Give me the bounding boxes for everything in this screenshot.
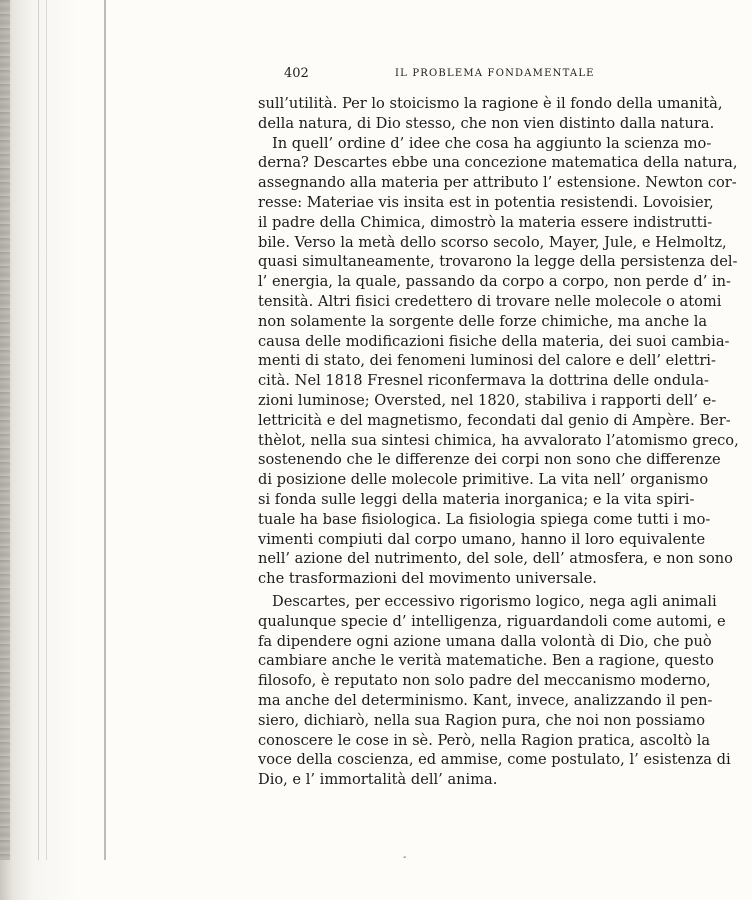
- text-line: quasi simultaneamente, trovarono la legge della persistenza del-: [258, 253, 738, 271]
- text-line: In quell’ ordine d’ idee che cosa ha aggiunto la scienza mo-: [272, 134, 712, 152]
- text-line: lettricità e del magnetismo, fecondati dal genio di Ampère. Ber-: [258, 411, 731, 429]
- text-line: della natura, di Dio stesso, che non vien distinto dalla natura.: [258, 114, 715, 132]
- text-line: nell’ azione del nutrimento, del sole, dell’ atmosfera, e non sono: [258, 550, 733, 568]
- text-line: l’ energia, la quale, passando da corpo a corpo, non perde d’ in-: [258, 273, 731, 291]
- text-line: assegnando alla materia per attributo l’ estensione. Newton cor-: [258, 174, 737, 192]
- book-page: [258, 62, 739, 790]
- text-line: di posizione delle molecole primitive. La vita nell’ organismo: [258, 471, 709, 489]
- text-line: voce della coscienza, ed ammise, come postulato, l’ esistenza di: [258, 751, 731, 769]
- text-line: zioni luminose; Oversted, nel 1820, stabiliva i rapporti dell’ e-: [258, 391, 717, 409]
- text-line: conoscere le cose in sè. Però, nella Ragion pratica, ascoltò la: [258, 731, 711, 749]
- text-line: ma anche del determinismo. Kant, invece, analizzando il pen-: [258, 691, 713, 709]
- text-line: tuale ha base fisiologica. La fisiologia spiega come tutti i mo-: [258, 510, 711, 528]
- gutter-line: [46, 0, 47, 860]
- binding-gutter: [0, 0, 130, 900]
- text-line: il padre della Chimica, dimostrò la materia essere indistrutti-: [258, 213, 713, 231]
- text-line: filosofo, è reputato non solo padre del meccanismo moderno,: [258, 672, 711, 690]
- text-line: siero, dichiarò, nella sua Ragion pura, che noi non possiamo: [258, 711, 705, 729]
- text-line: non solamente la sorgente delle forze chimiche, ma anche la: [258, 312, 708, 330]
- page-number: 402: [284, 66, 309, 81]
- text-line: Descartes, per eccessivo rigorismo logico, nega agli animali: [272, 592, 717, 610]
- footer-mark: -: [403, 852, 407, 863]
- text-line: thèlot, nella sua sintesi chimica, ha avvalorato l’atomismo greco,: [258, 431, 739, 449]
- gutter-line: [38, 0, 39, 860]
- text-line: resse: Materiae vis insita est in potentia resistendi. Lovoisier,: [258, 193, 714, 211]
- body-text: [258, 94, 739, 790]
- text-line: fa dipendere ogni azione umana dalla volontà di Dio, che può: [258, 632, 712, 650]
- text-line: derna? Descartes ebbe una concezione matematica della natura,: [258, 154, 738, 172]
- text-line: causa delle modificazioni fisiche della materia, dei suoi cambia-: [258, 332, 730, 350]
- page-header: [258, 62, 688, 84]
- text-line: bile. Verso la metà dello scorso secolo, Mayer, Jule, e Helmoltz,: [258, 233, 727, 251]
- text-line: menti di stato, dei fenomeni luminosi del calore e dell’ elettri-: [258, 352, 716, 370]
- text-line: che trasformazioni del movimento universale.: [258, 570, 597, 588]
- text-line: sostenendo che le differenze dei corpi non sono che differenze: [258, 451, 721, 469]
- page-edge-shadow: [0, 0, 10, 860]
- text-line: cità. Nel 1818 Fresnel riconfermava la dottrina delle ondula-: [258, 372, 709, 390]
- running-title: IL PROBLEMA FONDAMENTALE: [395, 68, 595, 79]
- text-line: tensità. Altri fisici credettero di trovare nelle molecole o atomi: [258, 292, 722, 310]
- text-line: qualunque specie d’ intelligenza, riguardandoli come automi, e: [258, 612, 726, 630]
- text-line: vimenti compiuti dal corpo umano, hanno il loro equivalente: [258, 530, 706, 548]
- text-line: Dio, e l’ immortalità dell’ anima.: [258, 771, 498, 789]
- text-line: si fonda sulle leggi della materia inorganica; e la vita spiri-: [258, 490, 695, 508]
- text-line: cambiare anche le verità matematiche. Ben a ragione, questo: [258, 652, 714, 670]
- gutter-line: [104, 0, 106, 860]
- text-line: sull’utilità. Per lo stoicismo la ragione è il fondo della umanità,: [258, 95, 723, 112]
